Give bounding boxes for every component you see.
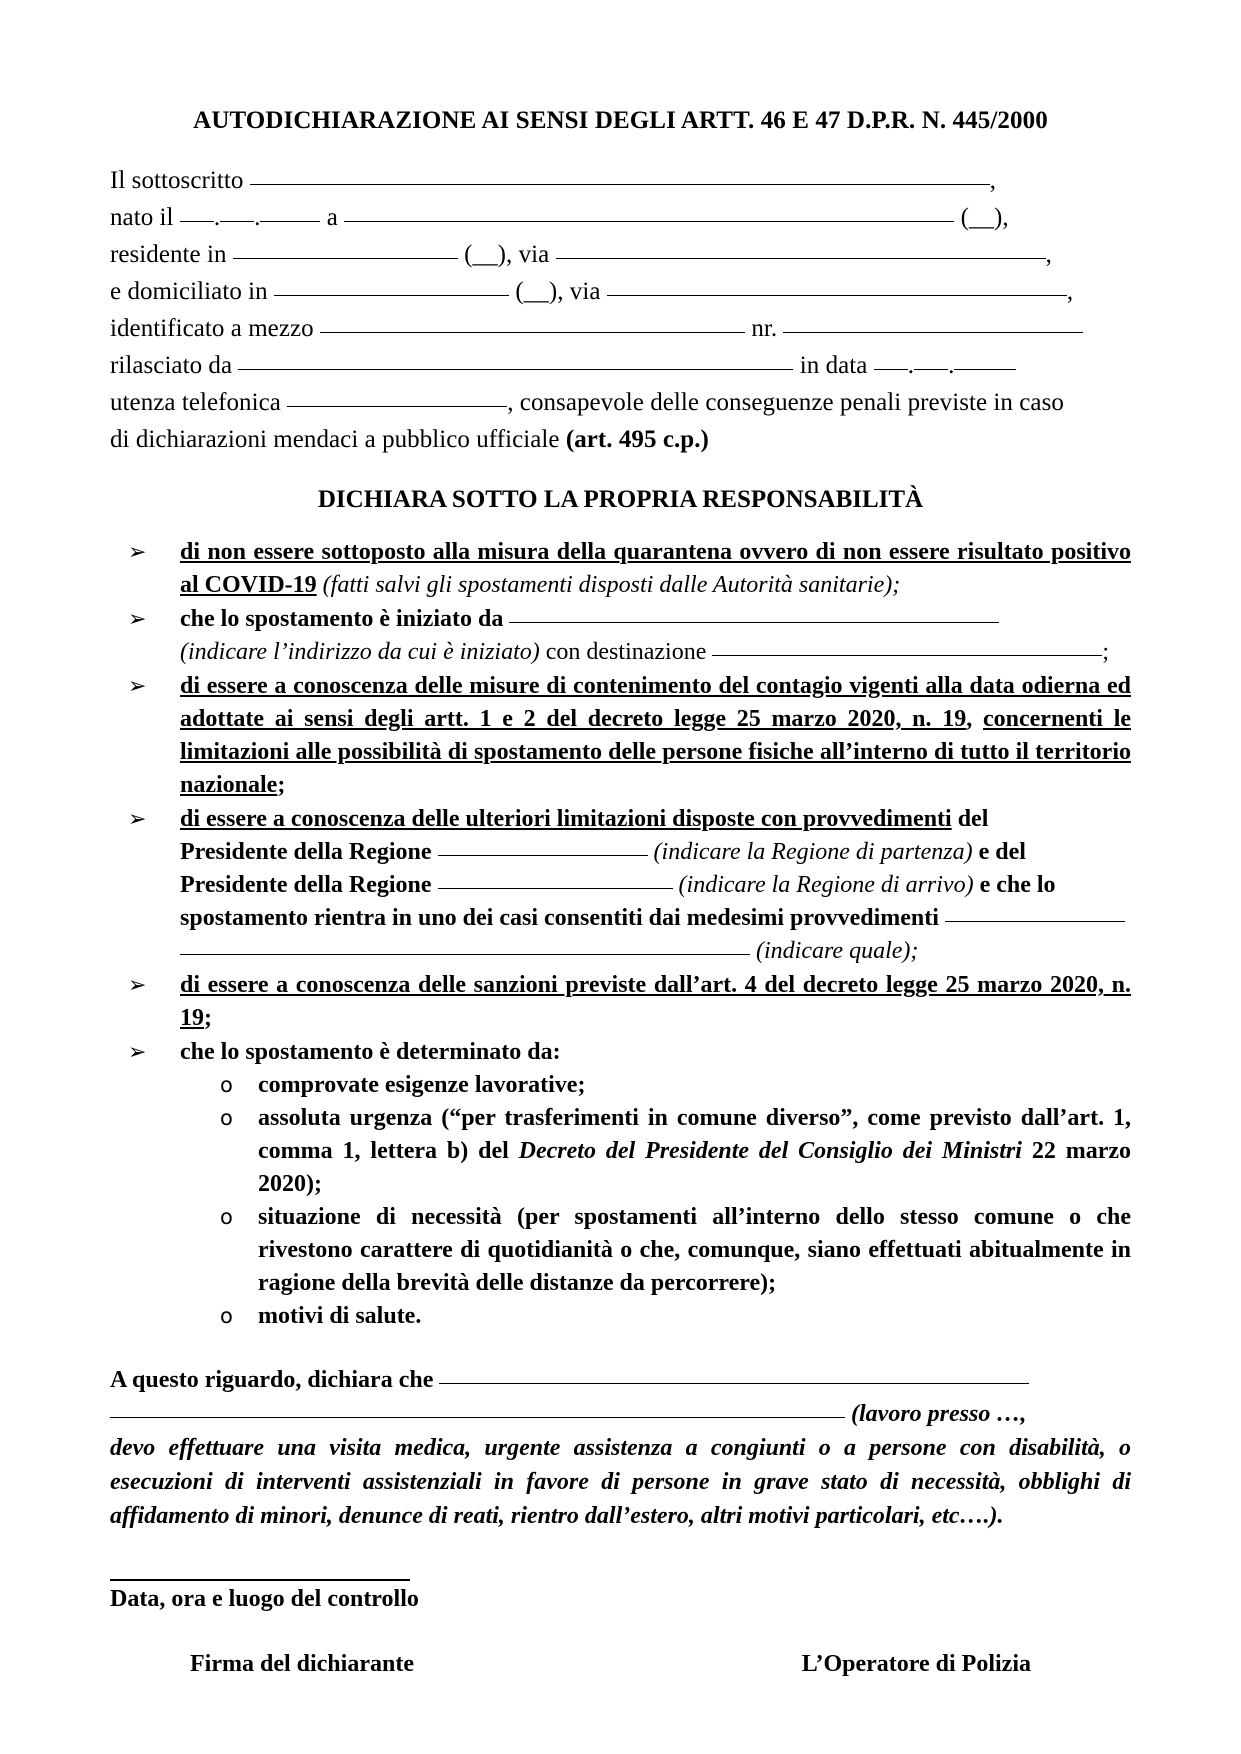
text-con-destinazione: con destinazione [539,639,707,665]
riguardo-line-2 [110,1397,1131,1431]
field-line-residente [110,236,1131,273]
input-blank-luogo-nascita[interactable] [344,221,954,222]
label-presidente-regione-partenza: Presidente della Regione [180,839,432,865]
header-fields-block [110,162,1131,458]
input-blank-telefono[interactable] [287,406,507,407]
label-operatore-polizia: L’Operatore di Polizia [801,1651,1031,1677]
label-a-questo-riguardo: A questo riguardo, dichiara che [110,1367,434,1393]
text-consapevole: , consapevole delle conseguenze penali previste in caso [507,389,1064,416]
item-spostamento-label: che lo spostamento è iniziato da [180,606,504,632]
input-blank-rilascio-giorno[interactable] [874,369,908,370]
input-blank-comune-residenza[interactable] [233,258,458,259]
circle-bullet-icon: o [220,1106,233,1130]
label-sottoscritto: Il sottoscritto [110,167,244,194]
label-a: a [326,204,338,231]
arrow-bullet-icon: ➢ [128,540,147,565]
declaration-item-ulteriori-limitazioni [110,803,1131,968]
arrow-bullet-icon: ➢ [128,807,147,832]
declaration-item-misure-contenimento [110,670,1131,802]
sub-item-salute [180,1300,1131,1333]
label-nato-il: nato il [110,204,174,231]
input-blank-rilascio-mese[interactable] [914,369,948,370]
circle-bullet-icon: o [220,1304,233,1328]
label-provincia-domicilio: (__), via [515,278,601,305]
input-blank-comune-domicilio[interactable] [274,295,509,296]
sub-item-dpcm-date: 22 marzo 2020); [258,1138,1131,1197]
field-line-identificato [110,310,1131,347]
arrow-bullet-icon: ➢ [128,607,147,632]
input-blank-sottoscritto[interactable] [250,184,990,185]
input-blank-regione-partenza[interactable] [438,855,648,856]
label-data-ora-luogo: Data, ora e luogo del controllo [110,1586,419,1612]
sub-item-lavorative-text: comprovate esigenze lavorative; [258,1072,586,1098]
input-blank-caso-consentito-1[interactable] [945,921,1125,922]
riguardo-line [110,1363,1131,1397]
label-rilasciato-da: rilasciato da [110,352,233,379]
page-title: AUTODICHIARAZIONE AI SENSI DEGLI ARTT. 46 E 47 D.P.R. N. 445/2000 [193,107,1048,134]
hint-regione-arrivo: (indicare la Regione di arrivo) [678,872,974,898]
item-sanzioni-text: di essere a conoscenza delle sanzioni previste dall’art. 4 del decreto legge 25 marzo 2020, n. 19 [180,972,1131,1031]
hint-indirizzo-partenza: (indicare l’indirizzo da cui è iniziato) [180,639,540,665]
label-identificato-a-mezzo: identificato a mezzo [110,315,314,342]
label-in-data: in data [799,352,868,379]
input-blank-rilascio-anno[interactable] [954,369,1016,370]
label-nr: nr. [751,315,778,342]
sub-item-necessita [180,1201,1131,1300]
hint-regione-partenza: (indicare la Regione di partenza) [653,839,973,865]
input-blank-giorno[interactable] [180,221,214,222]
field-line-utenza [110,384,1131,421]
circle-bullet-icon: o [220,1205,233,1229]
item-quarantena-note: (fatti salvi gli spostamenti disposti dalle Autorità sanitarie); [316,572,901,598]
item-misure-part3: concernenti le limitazioni alle possibilità di spostamento delle persone fisiche all’interno di tutto il territorio nazionale [180,706,1132,798]
label-domiciliato-in: e domiciliato in [110,278,268,305]
label-provincia-residenza: (__), via [464,241,550,268]
item-ulteriori-lead: di essere a conoscenza delle ulteriori limitazioni disposte con provvedimenti [180,806,952,832]
input-blank-numero-documento[interactable] [783,332,1083,333]
text-spostamento-casi-consentiti: spostamento rientra in uno dei casi consentiti dai medesimi provvedimenti [180,905,939,931]
sub-item-necessita-text: situazione di necessità (per spostamenti all’interno dello stesso comune o che rivestono carattere di quotidianità o che, comunque, siano effettuati abitualmente in ragione della brevità delle distanze da percorrere); [258,1204,1131,1296]
arrow-bullet-icon: ➢ [128,674,147,699]
motivation-sublist [180,1069,1131,1333]
text-art-495: (art. 495 c.p.) [565,426,709,453]
item-ulteriori-lead-tail: del [951,806,989,832]
circle-bullet-icon: o [220,1073,233,1097]
hint-indicare-quale: (indicare quale); [756,938,919,964]
label-firma-dichiarante: Firma del dichiarante [190,1651,414,1677]
sub-item-assoluta-urgenza [180,1102,1131,1201]
item-misure-part4: ; [277,772,286,798]
field-line-sottoscritto [110,162,1131,199]
text-destinazione-end: ; [1102,639,1110,665]
declaration-item-quarantena [110,536,1131,602]
input-blank-documento[interactable] [320,332,745,333]
signature-row [110,1651,1131,1678]
arrow-bullet-icon: ➢ [128,973,147,998]
declaration-item-sanzioni [110,969,1131,1035]
field-line-nato-il: nato il . . a (__), [110,204,1009,231]
arrow-bullet-icon: ➢ [128,1040,147,1065]
input-blank-riguardo-1[interactable] [439,1383,1029,1384]
input-blank-destinazione[interactable] [712,655,1102,656]
motivation-examples-text: devo effettuare una visita medica, urgente assistenza a congiunti o a persone con disabilità, o esecuzioni di interventi assistenziali in favore di persone in grave stato di necessità, obblighi di affidamento di minori, denunce di reati, rientro dall’estero, altri motivi particolari, etc….). [110,1435,1131,1529]
input-blank-ente-rilascio[interactable] [238,369,793,370]
suffix-provincia-nascita: (__), [960,204,1009,231]
item-quarantena-text: di non essere sottoposto alla misura della quarantena ovvero di non essere risultato positivo al COVID-19 [180,539,1131,598]
text-e-che-lo: e che lo [973,872,1056,898]
sub-item-urgenza-text: assoluta urgenza (“per trasferimenti in comune diverso”, come previsto dall’art. 1, comma 1, lettera b) del [258,1105,1131,1164]
declaration-item-spostamento-iniziato [110,603,1131,669]
label-utenza-telefonica: utenza telefonica [110,389,281,416]
text-dichiarazioni-mendaci: di dichiarazioni mendaci a pubblico ufficiale [110,426,566,453]
text-e-del-partenza: e del [972,839,1026,865]
input-blank-regione-arrivo[interactable] [438,888,673,889]
item-misure-part1: di essere a conoscenza delle misure di contenimento del contagio vigenti alla data odierna ed adottate ai sensi degli artt. 1 e 2 del decreto legge 25 marzo 2020, n. 19 [180,673,1131,732]
sub-item-lavorative [180,1069,1131,1102]
hint-lavoro-presso: (lavoro presso …, [851,1401,1027,1427]
label-presidente-regione-arrivo: Presidente della Regione [180,872,432,898]
sub-item-dpcm-title: Decreto del Presidente del Consiglio dei Ministri [518,1138,1022,1164]
label-residente-in: residente in [110,241,227,268]
input-blank-riguardo-2[interactable] [110,1417,845,1418]
input-blank-indirizzo-partenza[interactable] [509,622,999,623]
input-blank-mese[interactable] [220,221,254,222]
suffix-residenza: , [1045,241,1052,268]
field-line-mendaci [110,421,1131,458]
suffix-sottoscritto: , [989,167,997,194]
input-blank-anno[interactable] [260,221,320,222]
item-determinato-label: che lo spostamento è determinato da: [180,1039,561,1065]
field-line-domicilio [110,273,1131,310]
section-heading-dichiara: DICHIARA SOTTO LA PROPRIA RESPONSABILITÀ [317,486,924,513]
declaration-item-determinato-da [110,1036,1131,1333]
suffix-domicilio: , [1066,278,1074,305]
sub-item-salute-text: motivi di salute. [258,1303,422,1329]
item-misure-part2: , [966,706,983,732]
input-blank-caso-consentito-2[interactable] [180,954,750,955]
field-line-rilasciato: rilasciato da in data . . [110,347,1131,384]
item-sanzioni-tail: ; [204,1005,212,1031]
signature-rule-divider [110,1579,410,1581]
declaration-list [110,536,1131,1333]
input-blank-via-domicilio[interactable] [607,295,1067,296]
input-blank-via-residenza[interactable] [556,258,1046,259]
